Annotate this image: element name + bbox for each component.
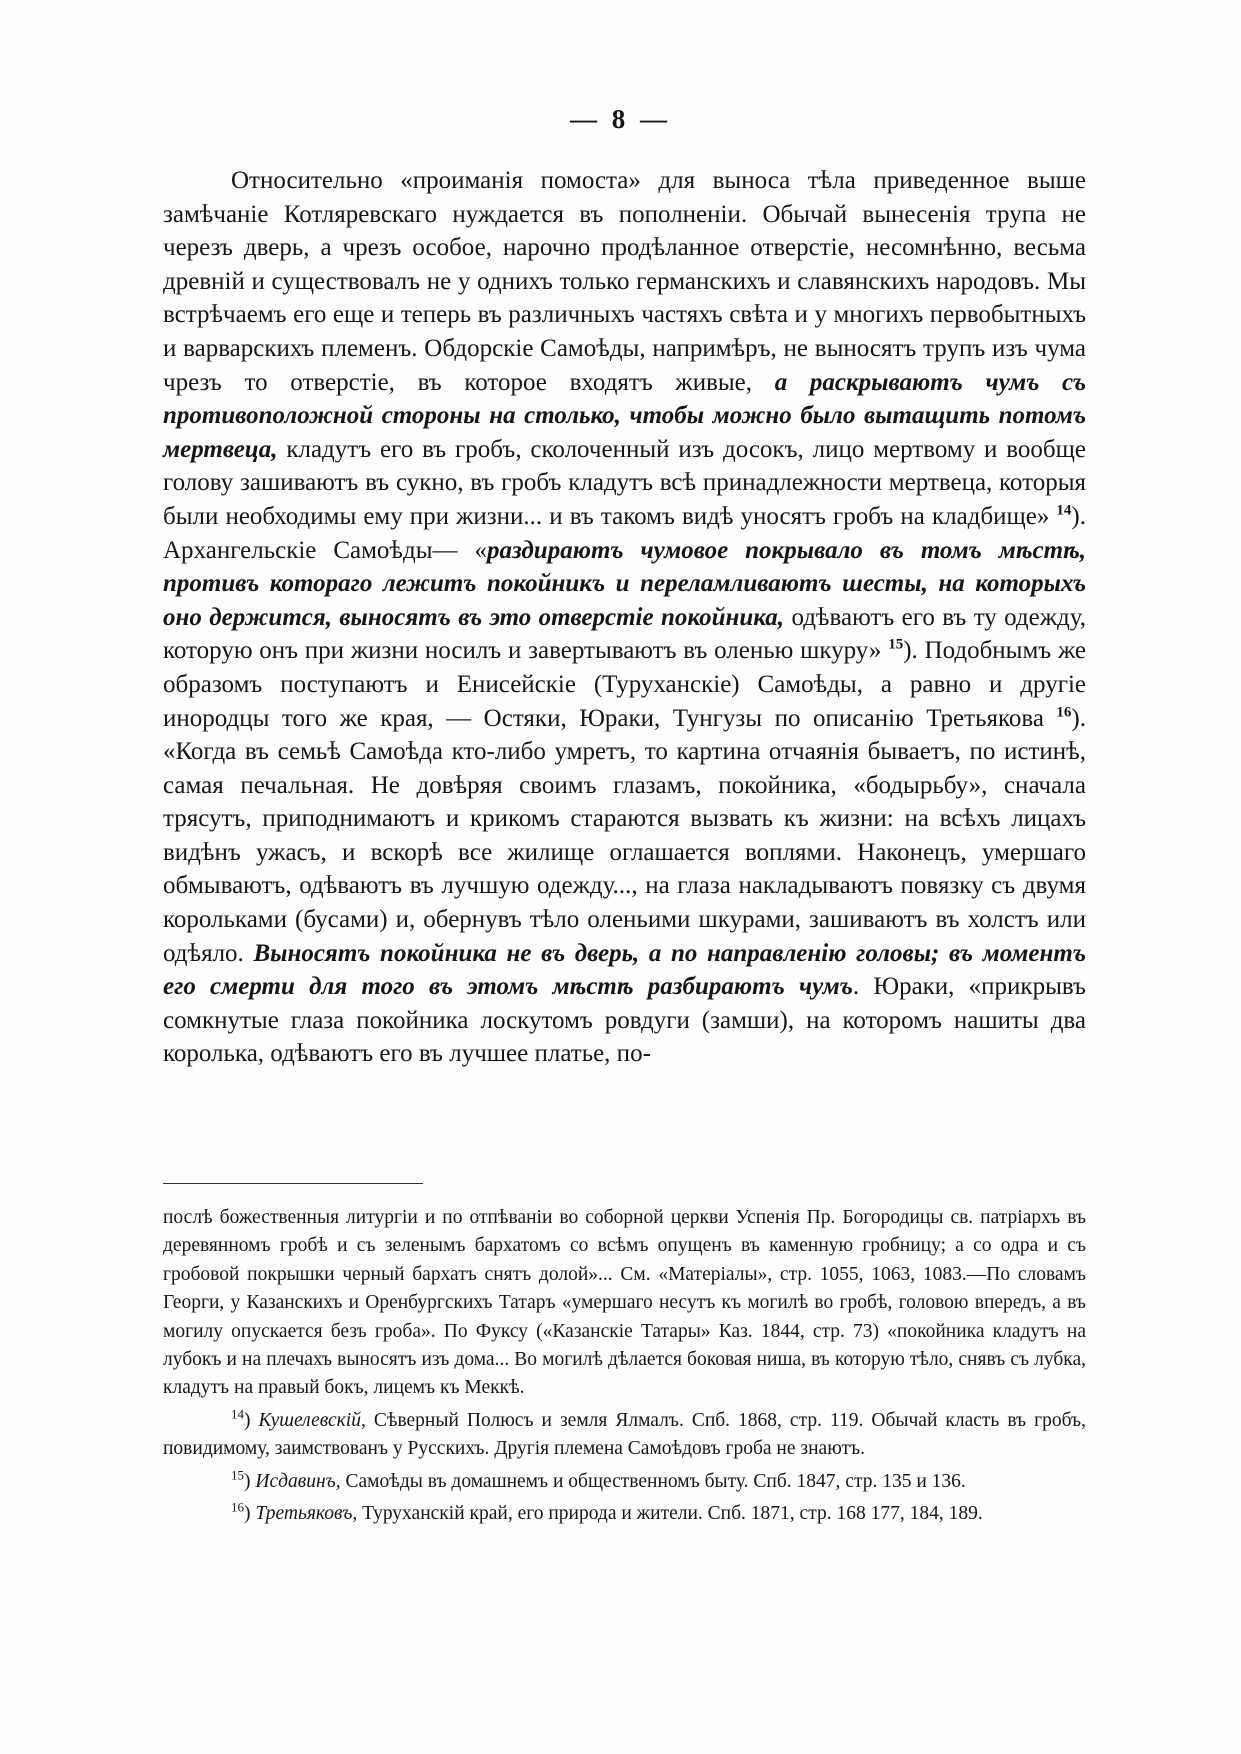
footnote-ref-15[interactable]: 15	[888, 636, 904, 653]
main-text	[163, 164, 1086, 1071]
footnote-14: $^{14}$) Кушелевскій, Сѣверный Полюсъ и земля Ялмалъ. Спб. 1868, стр. 119. Обычай класть въ гробъ, повидимому, заимствованъ у Русскихъ. Другія племена Самоѣдовъ гроба не знаютъ.	[163, 1406, 1087, 1460]
footnote-author: Исдавинъ,	[255, 1470, 341, 1492]
footnote-text: Туруханскій край, его природа и жители. Спб. 1871, стр. 168 177, 184, 189.	[362, 1503, 983, 1525]
footnote-number: 14	[231, 1406, 244, 1422]
text-segment: . Юраки, «прикрывъ сомкнутые глаза покойника лоскутомъ ровдуги (замши), на которомъ нашиты два королька, одѣваютъ его въ лучшее платье, по-	[163, 973, 1086, 1068]
footnote-text: Самоѣды въ домашнемъ и общественномъ быту. Спб. 1847, стр. 135 и 136.	[345, 1470, 966, 1492]
emphasized-quote: раздираютъ чумовое покрывало въ томъ мѣстѣ, противъ котораго лежитъ покойникъ и переламливаютъ шесты, на которыхъ оно держится, выносятъ въ это отверстіе покойника,	[163, 536, 1086, 631]
footnote-number: 16	[231, 1499, 244, 1515]
text-segment: кладутъ его въ гробъ, сколоченный изъ досокъ, лицо мертвому и вообще голову зашиваютъ въ сукно, въ гробъ кладутъ всѣ принадлежности мертвеца, которыя были необходимы ему при жизни... и въ такомъ видѣ уносятъ гробъ на кладбище»	[163, 435, 1086, 530]
text-segment: одѣваютъ его въ ту одежду, которую онъ при жизни носилъ и завертываютъ въ оленью шкуру»	[163, 603, 1086, 665]
footnote-text: Сѣверный Полюсъ и земля Ялмалъ. Спб. 1868, стр. 119. Обычай класть въ гробъ, повидимому, заимствованъ у Русскихъ. Другія племена Самоѣдовъ гроба не знаютъ.	[163, 1409, 1087, 1460]
emphasized-quote: Выносятъ покойника не въ дверь, а по направленію головы; въ моментъ его смерти для того въ этомъ мѣстѣ разбираютъ чумъ	[163, 939, 1087, 1001]
footnote-15: $^{15}$) Исдавинъ, Самоѣды въ домашнемъ и общественномъ быту. Спб. 1847, стр. 135 и 136.	[231, 1467, 966, 1492]
footnote-divider	[163, 1183, 423, 1184]
footnote-continuation: послѣ божественныя литургіи и по отпѣваніи во соборной церкви Успенія Пр. Богородицы св. патріархъ въ деревянномъ гробѣ и съ зеленымъ бархатомъ со всѣмъ опущенъ въ каменную гробницу; а со одра и съ гробовой покрышки черный бархатъ снятъ долой»... См. «Матеріалы», стр. 1055, 1063, 1083.—По словамъ Георги, у Казанскихъ и Оренбургскихъ Татаръ «умершаго несутъ къ могилѣ во гробѣ, головою впередъ, а въ могилу опускается безъ гроба». По Фуксу («Казанскіе Татары» Каз. 1844, стр. 73) «покойника кладутъ на лубокъ и на плечахъ выносятъ изъ дома... Во могилѣ дѣлается боковая ниша, въ которую тѣло, снявъ съ лубка, кладутъ на правый бокъ, лицемъ къ Меккѣ.	[163, 1207, 1086, 1399]
footnote-ref-16[interactable]: 16	[1056, 704, 1072, 721]
footnote-author: Третьяковъ,	[255, 1503, 358, 1525]
main-paragraph	[163, 164, 1086, 1071]
footnote-ref-14[interactable]: 14	[1056, 502, 1072, 519]
page-number: — 8 —	[570, 104, 671, 134]
footnote-16: $^{16}$) Третьяковъ, Туруханскій край, его природа и жители. Спб. 1871, стр. 168 177, 184, 189.	[231, 1499, 983, 1525]
text-segment: ). Подобнымъ же образомъ поступаютъ и Енисейскіе (Туруханскіе) Самоѣды, а равно и другіе инородцы того же края, — Остяки, Юраки, Тунгузы по описанію Третьякова	[163, 637, 1087, 732]
footnote-author: Кушелевскій,	[258, 1409, 366, 1431]
footnote-number: 15	[231, 1467, 244, 1483]
text-segment: ). «Когда въ семьѣ Самоѣда кто-либо умретъ, то картина отчаянія бываетъ, по истинѣ, самая печальная. Не довѣряя своимъ глазамъ, покойника, «бодырьбу», сначала трясутъ, приподнимаютъ и крикомъ стараются вызвать къ жизни: на всѣхъ лицахъ видѣнъ ужасъ, и вскорѣ все жилище оглашается воплями. Наконецъ, умершаго обмываютъ, одѣваютъ въ лучшую одежду..., на глаза накладываютъ повязку съ двумя корольками (бусами) и, обернувъ тѣло оленьими шкурами, зашиваютъ въ холстъ или одѣяло.	[163, 704, 1086, 967]
footnotes	[163, 1204, 1086, 1528]
text-segment: ). Архангельскіе Самоѣды— «	[163, 502, 1086, 564]
text-segment: Относительно «проиманія помоста» для выноса тѣла приведенное выше замѣчаніе Котляревскаго нуждается въ пополненіи. Обычай вынесенія трупа не черезъ дверь, а чрезъ особое, нарочно продѣланное отверстіе, несомнѣнно, весьма древній и существовалъ не у однихъ только германскихъ и славянскихъ народовъ. Мы встрѣчаемъ его еще и теперь въ различныхъ частяхъ свѣта и у многихъ первобытныхъ и варварскихъ племенъ. Обдорскіе Самоѣды, напримѣръ, не выносятъ трупъ изъ чума чрезъ то отверстіе, въ которое входятъ живые,	[163, 167, 1086, 396]
emphasized-quote: а раскрываютъ чумъ съ противоположной стороны на столько, чтобы можно было вытащить потомъ мертвеца,	[163, 368, 1086, 463]
